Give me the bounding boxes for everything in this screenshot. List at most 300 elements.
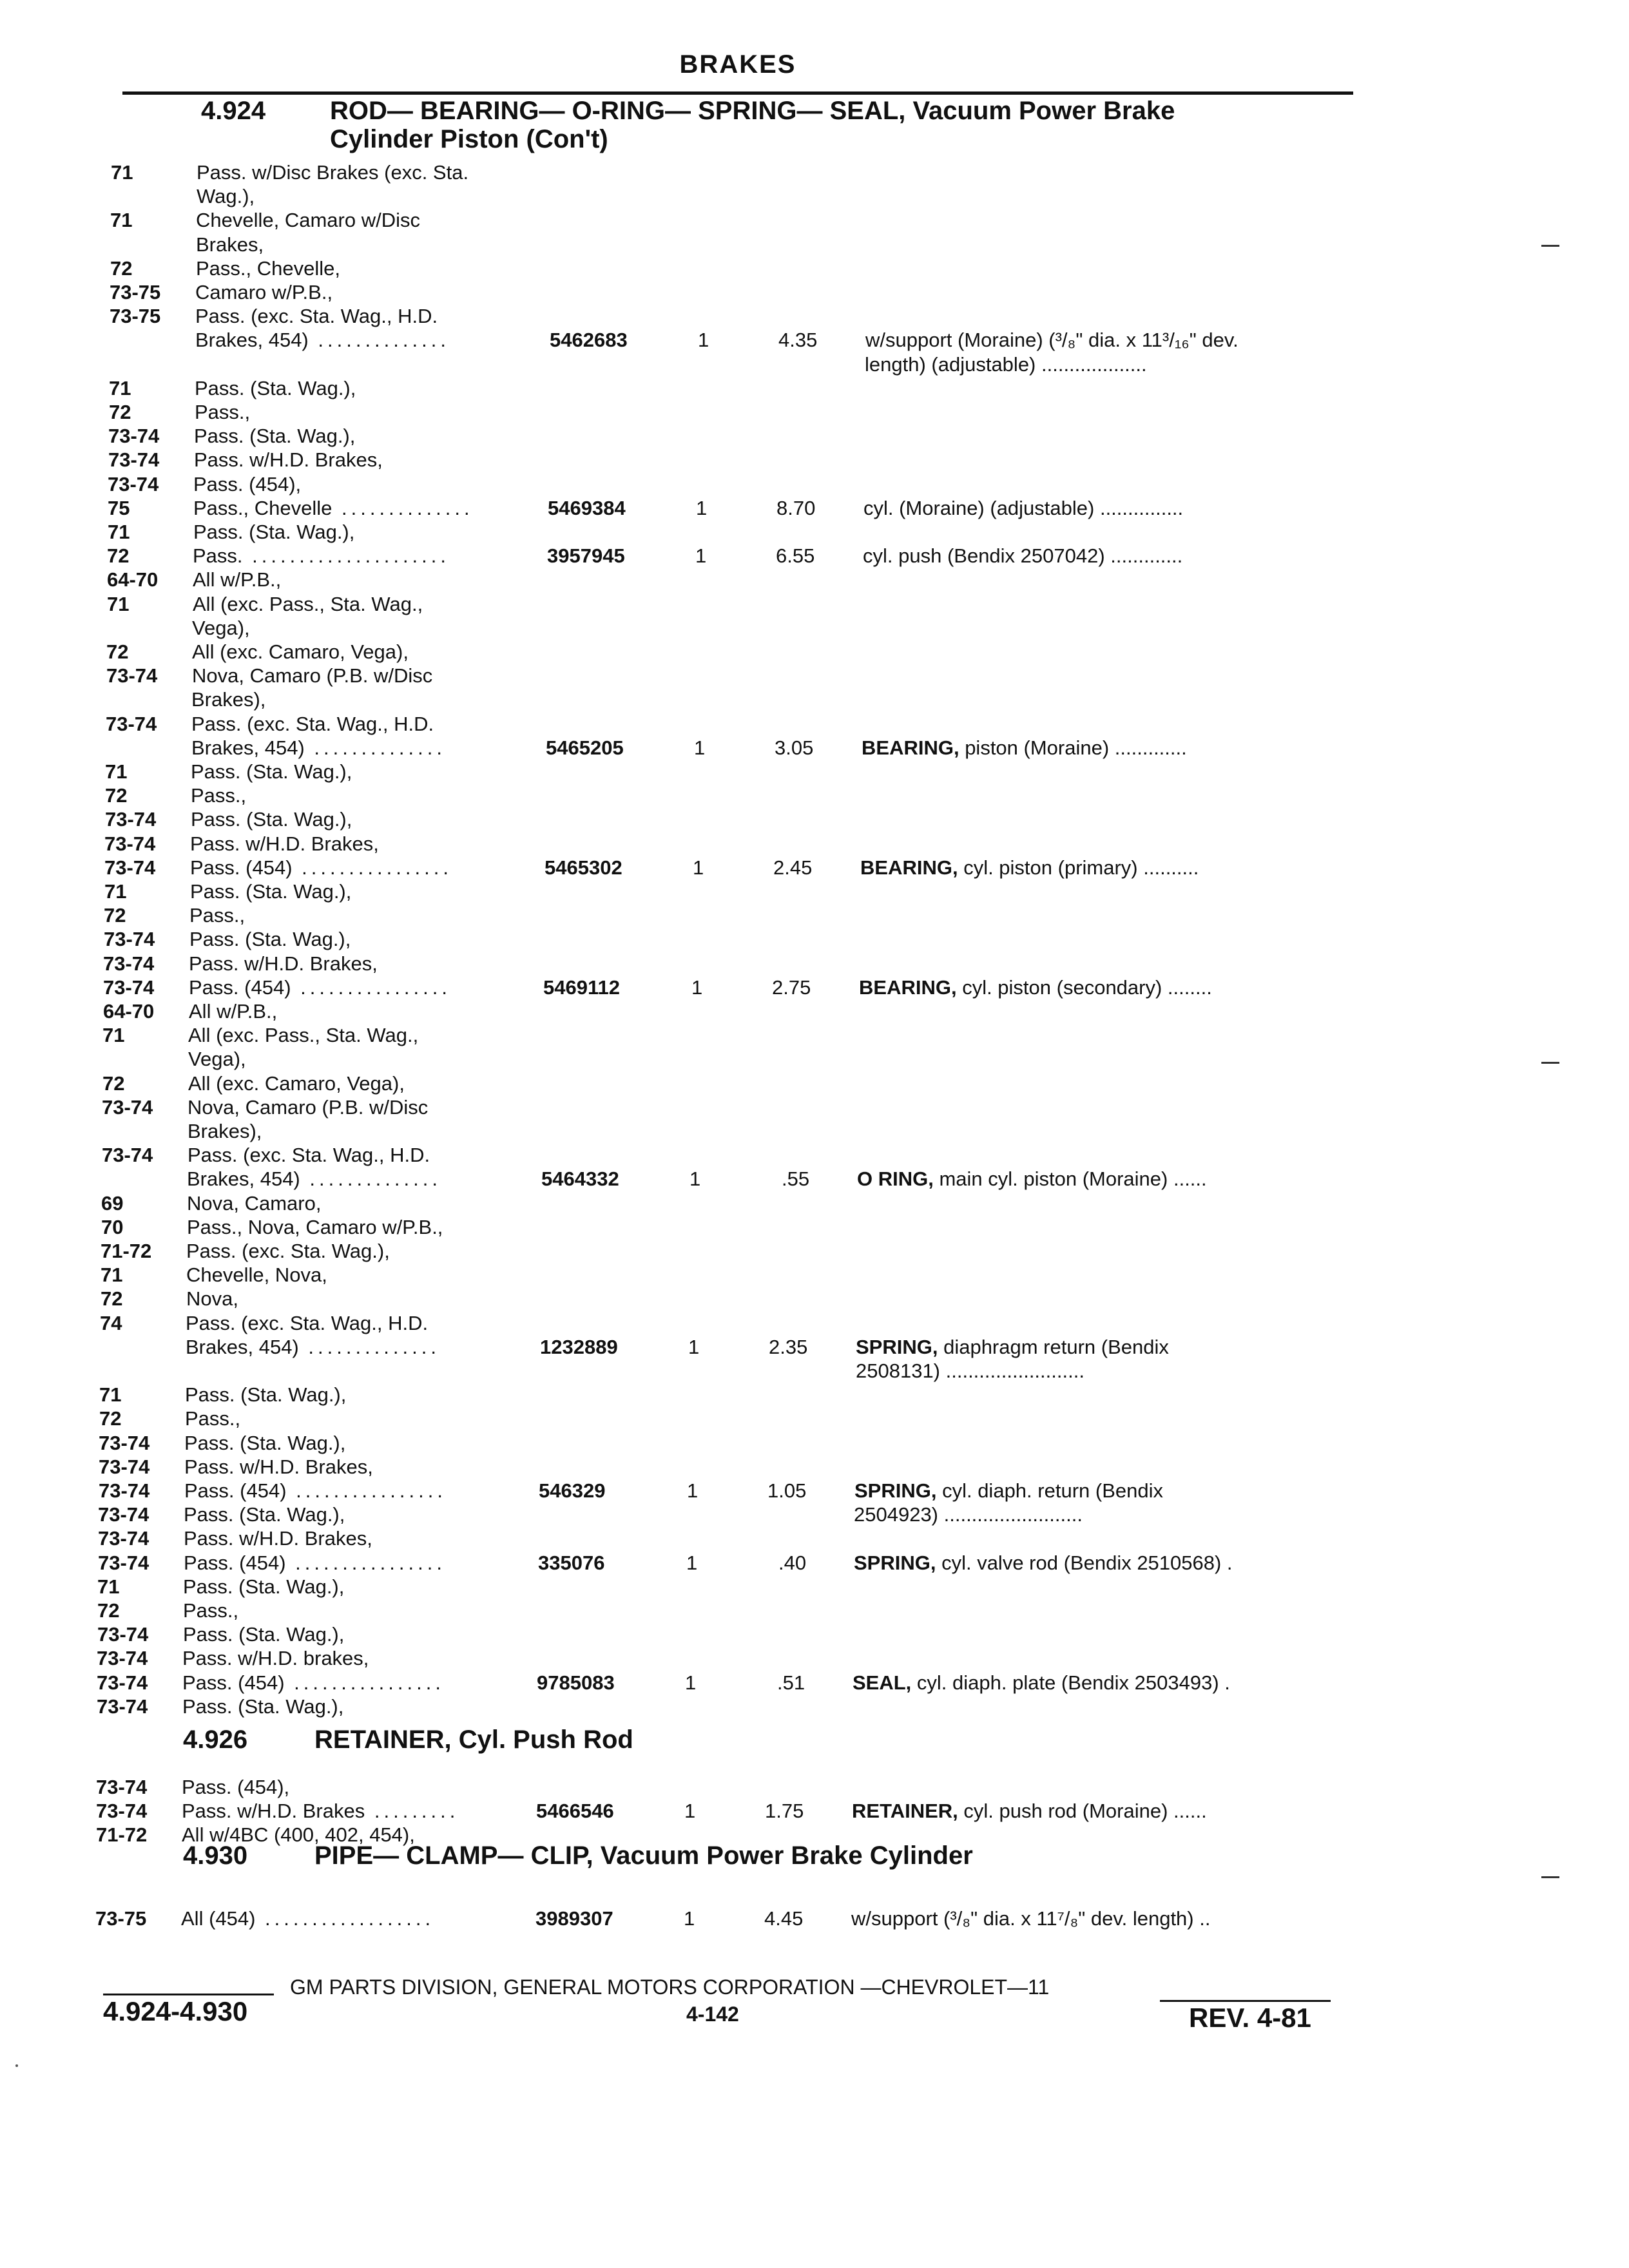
item-detail: w/support (³/₈" dia. x 11⁷/₈" dev. length) ..	[851, 1907, 1211, 1930]
application-description	[189, 976, 451, 999]
catalog-line	[0, 425, 1544, 448]
application-description	[183, 1623, 344, 1646]
application-description	[186, 1287, 238, 1311]
description-text: Pass. w/Disc Brakes (exc. Sta.	[197, 161, 469, 184]
description-text: All w/P.B.,	[193, 568, 282, 591]
catalog-line	[0, 1823, 1532, 1847]
item-description	[860, 856, 1199, 879]
description-text: Nova, Camaro (P.B. w/Disc	[188, 1096, 429, 1119]
part-number: 9785083	[537, 1671, 615, 1694]
item-detail: length) (adjustable) ...................	[865, 353, 1147, 376]
quantity: 1	[696, 497, 708, 519]
application-description	[193, 593, 423, 616]
description-text: Brakes),	[188, 1120, 262, 1142]
catalog-line	[0, 1048, 1538, 1071]
application-description	[183, 1599, 238, 1622]
application-description	[195, 377, 356, 400]
model-year: 70	[101, 1216, 124, 1238]
model-year: 73-74	[99, 1432, 150, 1454]
margin-mark	[1541, 1876, 1559, 1878]
catalog-line	[0, 1168, 1537, 1191]
section-number: 4.926	[183, 1725, 248, 1754]
description-text: Pass. (exc. Sta. Wag.),	[186, 1240, 390, 1262]
catalog-line	[0, 1264, 1536, 1287]
header-rule	[122, 91, 1353, 95]
description-text: Pass. (Sta. Wag.),	[183, 1623, 345, 1646]
model-year: 73-74	[96, 1800, 148, 1822]
quantity: 1	[684, 1800, 696, 1822]
description-text: Pass. (Sta. Wag.),	[190, 880, 352, 903]
catalog-line	[0, 1240, 1536, 1263]
application-description	[189, 1000, 277, 1023]
leader-dots: ..............	[332, 497, 474, 519]
application-description	[184, 1503, 345, 1526]
application-description	[193, 568, 281, 591]
application-description	[197, 161, 468, 184]
description-text: All (exc. Pass., Sta. Wag.,	[188, 1024, 419, 1046]
description-text: Brakes, 454)	[187, 1168, 300, 1190]
catalog-line	[0, 377, 1545, 400]
model-year: 73-74	[99, 1479, 150, 1502]
catalog-line	[0, 688, 1541, 711]
quantity: 1	[694, 736, 706, 759]
quantity: 1	[695, 544, 707, 567]
description-text: Pass. (454)	[190, 856, 293, 879]
model-year: 71	[99, 1383, 122, 1406]
application-description	[193, 521, 354, 544]
model-year: 69	[101, 1192, 124, 1215]
part-number: 5466546	[536, 1800, 614, 1822]
leader-dots: .........	[365, 1800, 459, 1822]
model-year: 73-74	[104, 856, 156, 879]
description-text: Brakes, 454)	[191, 736, 305, 759]
item-name: BEARING,	[859, 976, 957, 999]
application-description	[189, 928, 351, 951]
application-description	[192, 664, 432, 687]
application-description	[187, 1192, 321, 1215]
application-description	[182, 1800, 459, 1823]
model-year: 73-74	[102, 1144, 153, 1166]
application-description	[187, 1168, 441, 1191]
description-text: Pass.,	[195, 401, 251, 423]
catalog-line	[0, 1695, 1532, 1718]
application-description	[193, 473, 301, 496]
application-description	[191, 760, 352, 783]
price: .51	[777, 1671, 805, 1694]
model-year: 73-74	[108, 448, 160, 471]
item-detail: cyl. (Moraine) (adjustable) ...............	[863, 497, 1184, 519]
catalog-line	[0, 1312, 1536, 1335]
catalog-line	[0, 856, 1540, 879]
application-description	[188, 1096, 428, 1119]
description-text: Pass. w/H.D. Brakes,	[189, 952, 378, 975]
model-year: 71	[101, 1264, 123, 1286]
quantity: 1	[698, 329, 709, 351]
section-title: RETAINER, Cyl. Push Rod	[314, 1725, 633, 1754]
price: 1.75	[765, 1800, 804, 1822]
model-year: 73-74	[104, 928, 155, 950]
part-number: 1232889	[540, 1336, 618, 1358]
leader-dots: ..................	[255, 1907, 435, 1930]
description-text: Pass. (454)	[189, 976, 291, 999]
model-year: 72	[104, 904, 126, 927]
quantity: 1	[689, 1168, 701, 1190]
application-description	[197, 185, 255, 208]
item-name: BEARING,	[860, 856, 958, 879]
description-text: Pass. (Sta. Wag.),	[184, 1503, 345, 1526]
description-text: Vega),	[188, 1048, 246, 1070]
description-text: Brakes, 454)	[186, 1336, 299, 1358]
catalog-line	[0, 353, 1545, 376]
catalog-line	[0, 1336, 1536, 1359]
catalog-line	[0, 1383, 1535, 1407]
application-description	[187, 1216, 443, 1239]
application-description	[182, 1671, 445, 1695]
catalog-line	[0, 880, 1540, 903]
item-detail: cyl. valve rod (Bendix 2510568) .	[936, 1552, 1233, 1574]
catalog-line	[0, 1072, 1538, 1095]
quantity: 1	[688, 1336, 700, 1358]
catalog-line	[0, 1527, 1534, 1550]
model-year: 72	[105, 784, 128, 807]
item-detail: cyl. piston (primary) ..........	[958, 856, 1199, 879]
model-year: 71	[105, 760, 128, 783]
description-text: Vega),	[192, 617, 250, 639]
catalog-line	[0, 1503, 1534, 1526]
application-description	[188, 1072, 405, 1095]
footer-rule-left	[103, 1994, 274, 1995]
description-text: Brakes,	[196, 233, 264, 256]
description-text: Pass.	[193, 544, 243, 567]
application-description	[191, 808, 352, 831]
leader-dots: .....................	[242, 544, 450, 567]
catalog-line	[0, 1000, 1539, 1023]
description-text: All (exc. Camaro, Vega),	[188, 1072, 405, 1095]
item-detail: cyl. diaph. plate (Bendix 2503493) .	[911, 1671, 1230, 1694]
item-description	[852, 1800, 1207, 1823]
leader-dots: ................	[285, 1552, 446, 1574]
description-text: All w/4BC (400, 402, 454),	[182, 1823, 415, 1846]
catalog-line	[0, 448, 1544, 472]
model-year: 73-74	[98, 1552, 149, 1574]
item-detail: main cyl. piston (Moraine) ......	[933, 1168, 1207, 1190]
application-description	[186, 1312, 428, 1335]
application-description	[190, 832, 379, 856]
footer-publisher: GM PARTS DIVISION, GENERAL MOTORS CORPORATION —CHEVROLET—11	[290, 1975, 1050, 1999]
item-description	[863, 544, 1182, 568]
catalog-line	[0, 928, 1539, 951]
item-description	[859, 976, 1212, 999]
description-text: Pass. w/H.D. Brakes,	[194, 448, 383, 471]
application-description	[196, 257, 340, 280]
description-text: All (454)	[181, 1907, 256, 1930]
description-text: Pass. (exc. Sta. Wag., H.D.	[188, 1144, 430, 1166]
footer-page-number: 4-142	[686, 2003, 739, 2026]
application-description	[194, 425, 355, 448]
description-text: Pass. (Sta. Wag.),	[189, 928, 351, 950]
description-text: Pass. (exc. Sta. Wag., H.D.	[186, 1312, 429, 1334]
price: 4.35	[778, 329, 818, 351]
application-description	[188, 1024, 418, 1047]
scan-speck	[15, 2064, 18, 2067]
part-number: 5465205	[546, 736, 624, 759]
item-name: O RING,	[857, 1168, 934, 1190]
leader-dots: ................	[284, 1671, 445, 1694]
page-header: BRAKES	[679, 50, 796, 79]
model-year: 73-74	[104, 832, 156, 855]
model-year: 73-74	[102, 1096, 153, 1119]
item-description	[863, 497, 1183, 520]
catalog-line	[0, 784, 1541, 807]
description-text: Pass.,	[185, 1407, 241, 1430]
application-description	[184, 1432, 345, 1455]
item-description	[856, 1336, 1169, 1359]
catalog-line	[0, 1432, 1534, 1455]
application-description	[195, 281, 333, 304]
description-text: Pass., Chevelle,	[196, 257, 340, 280]
catalog-line	[0, 1360, 1536, 1383]
item-detail: piston (Moraine) .............	[959, 736, 1187, 759]
model-year: 72	[99, 1407, 122, 1430]
catalog-line	[0, 832, 1540, 856]
part-number: 3957945	[547, 544, 625, 567]
description-text: Pass. (Sta. Wag.),	[194, 425, 356, 447]
quantity: 1	[686, 1552, 698, 1574]
model-year: 73-74	[97, 1623, 149, 1646]
application-description	[185, 1383, 346, 1407]
model-year: 72	[106, 640, 129, 663]
description-text: Pass. (454)	[182, 1671, 285, 1694]
description-text: Pass. (Sta. Wag.),	[191, 808, 352, 831]
catalog-line	[0, 1144, 1537, 1167]
model-year: 72	[97, 1599, 120, 1622]
description-text: Pass. (Sta. Wag.),	[185, 1383, 347, 1406]
catalog-line	[0, 640, 1542, 664]
quantity: 1	[693, 856, 704, 879]
description-text: Brakes, 454)	[195, 329, 309, 351]
model-year: 73-74	[105, 808, 157, 831]
description-text: All w/P.B.,	[189, 1000, 278, 1023]
application-description	[186, 1264, 327, 1287]
price: 2.75	[772, 976, 811, 999]
model-year: 71	[104, 880, 127, 903]
model-year: 72	[109, 401, 131, 423]
application-description	[195, 401, 250, 424]
catalog-line	[0, 1479, 1534, 1503]
catalog-line	[0, 713, 1541, 736]
catalog-line	[0, 1623, 1533, 1646]
model-year: 71-72	[101, 1240, 152, 1262]
description-text: Pass., Chevelle	[193, 497, 333, 519]
model-year: 72	[107, 544, 130, 567]
item-detail: w/support (Moraine) (³/₈" dia. x 11³/₁₆" dev.	[865, 329, 1239, 351]
catalog-line	[0, 1575, 1533, 1599]
application-description	[193, 497, 474, 520]
part-number: 3989307	[535, 1907, 613, 1930]
application-description	[182, 1695, 343, 1718]
description-text: Pass. (454),	[193, 473, 302, 495]
catalog-line	[0, 233, 1546, 256]
catalog-line	[0, 281, 1545, 304]
catalog-line	[0, 736, 1541, 760]
description-text: All (exc. Camaro, Vega),	[192, 640, 409, 663]
catalog-line	[0, 1552, 1534, 1575]
item-description	[865, 329, 1239, 352]
application-description	[191, 784, 246, 807]
model-year: 73-75	[95, 1907, 147, 1930]
model-year: 64-70	[103, 1000, 155, 1023]
section-number: 4.924	[201, 97, 266, 125]
description-text: Pass., Nova, Camaro w/P.B.,	[187, 1216, 443, 1238]
description-text: Pass. (Sta. Wag.),	[193, 521, 355, 543]
description-text: Pass. (exc. Sta. Wag., H.D.	[191, 713, 434, 735]
model-year: 64-70	[107, 568, 159, 591]
application-description	[181, 1907, 434, 1930]
section-title-continued: Cylinder Piston (Con't)	[330, 125, 608, 153]
application-description	[183, 1575, 344, 1599]
application-description	[191, 713, 434, 736]
catalog-line	[0, 185, 1547, 208]
application-description	[191, 688, 265, 711]
catalog-line	[0, 305, 1545, 328]
description-text: Pass.,	[189, 904, 246, 927]
catalog-line	[0, 664, 1542, 687]
catalog-line	[0, 1120, 1537, 1143]
model-year: 73-74	[97, 1695, 148, 1718]
leader-dots: ................	[291, 976, 451, 999]
catalog-line	[0, 1776, 1532, 1799]
catalog-line	[0, 760, 1541, 783]
leader-dots: ..............	[308, 329, 450, 351]
catalog-line	[0, 544, 1543, 568]
description-text: Camaro w/P.B.,	[195, 281, 333, 303]
catalog-line	[0, 1407, 1535, 1430]
model-year: 71	[102, 1024, 125, 1046]
leader-dots: ..............	[304, 736, 446, 759]
description-text: Nova,	[186, 1287, 238, 1310]
application-description	[194, 448, 383, 472]
application-description	[184, 1456, 373, 1479]
application-description	[191, 736, 446, 760]
item-name: SPRING,	[856, 1336, 938, 1358]
price: 4.45	[764, 1907, 804, 1930]
model-year: 71	[109, 377, 131, 399]
application-description	[188, 1048, 246, 1071]
model-year: 73-74	[106, 713, 157, 735]
description-text: Pass. (Sta. Wag.),	[191, 760, 352, 783]
description-text: Pass. w/H.D. Brakes,	[184, 1456, 373, 1478]
description-text: Chevelle, Camaro w/Disc	[196, 209, 420, 231]
part-number: 335076	[538, 1552, 605, 1574]
model-year: 73-74	[108, 425, 160, 447]
item-description	[865, 353, 1147, 376]
catalog-line	[0, 952, 1539, 975]
model-year: 73-75	[110, 305, 161, 327]
application-description	[189, 952, 378, 975]
description-text: Wag.),	[197, 185, 255, 207]
price: 3.05	[775, 736, 814, 759]
price: 2.45	[773, 856, 813, 879]
description-text: Pass. (454),	[182, 1776, 290, 1798]
footer-rule-right	[1160, 2000, 1331, 2002]
item-name: BEARING,	[862, 736, 959, 759]
application-description	[189, 904, 245, 927]
application-description	[192, 640, 409, 664]
price: 8.70	[776, 497, 816, 519]
catalog-line	[0, 401, 1545, 424]
description-text: Pass. (454)	[184, 1552, 286, 1574]
catalog-line	[0, 497, 1543, 520]
catalog-line	[0, 209, 1546, 232]
model-year: 75	[108, 497, 130, 519]
leader-dots: ..............	[298, 1336, 440, 1358]
catalog-line	[0, 1599, 1533, 1622]
application-description	[195, 329, 450, 352]
model-year: 73-74	[97, 1671, 148, 1694]
application-description	[182, 1823, 415, 1847]
section-title: ROD— BEARING— O-RING— SPRING— SEAL, Vacuum Power Brake	[330, 97, 1175, 125]
description-text: Nova, Camaro (P.B. w/Disc	[192, 664, 433, 687]
model-year: 71-72	[96, 1823, 148, 1846]
footer-revision: REV. 4-81	[1189, 2003, 1311, 2033]
description-text: Chevelle, Nova,	[186, 1264, 327, 1286]
part-number: 5464332	[541, 1168, 619, 1190]
leader-dots: ..............	[300, 1168, 441, 1190]
catalog-line	[0, 568, 1543, 591]
item-description	[862, 736, 1187, 760]
quantity: 1	[687, 1479, 699, 1502]
application-description	[182, 1776, 289, 1799]
leader-dots: ................	[292, 856, 452, 879]
application-description	[190, 880, 351, 903]
application-description	[182, 1647, 369, 1670]
item-name: SEAL,	[853, 1671, 912, 1694]
catalog-line	[0, 976, 1539, 999]
application-description	[184, 1552, 446, 1575]
application-description	[190, 856, 452, 879]
catalog-line	[0, 1192, 1537, 1215]
description-text: Pass. w/H.D. brakes,	[182, 1647, 369, 1669]
item-description	[857, 1168, 1207, 1191]
model-year: 73-75	[110, 281, 161, 303]
model-year: 72	[101, 1287, 123, 1310]
description-text: Brakes),	[191, 688, 266, 711]
section-title: PIPE— CLAMP— CLIP, Vacuum Power Brake Cylinder	[314, 1841, 973, 1870]
model-year: 73-74	[99, 1456, 150, 1478]
price: 6.55	[776, 544, 815, 567]
model-year: 72	[102, 1072, 125, 1095]
item-detail: cyl. push rod (Moraine) ......	[958, 1800, 1207, 1822]
description-text: Pass. (Sta. Wag.),	[183, 1575, 345, 1598]
description-text: Pass. w/H.D. Brakes	[182, 1800, 365, 1822]
price: 2.35	[769, 1336, 808, 1358]
item-name: SPRING,	[854, 1479, 937, 1502]
description-text: Pass. (Sta. Wag.),	[184, 1432, 346, 1454]
item-description	[851, 1907, 1210, 1930]
model-year: 71	[110, 209, 133, 231]
description-text: Nova, Camaro,	[187, 1192, 322, 1215]
item-name: SPRING,	[854, 1552, 936, 1574]
description-text: Pass. (Sta. Wag.),	[195, 377, 356, 399]
catalog-line	[0, 904, 1539, 927]
catalog-line	[0, 1096, 1537, 1119]
leader-dots: ................	[286, 1479, 447, 1502]
part-number: 5462683	[550, 329, 628, 351]
catalog-line	[0, 593, 1543, 616]
application-description	[196, 209, 420, 232]
catalog-line	[0, 1216, 1537, 1239]
application-description	[184, 1527, 372, 1550]
